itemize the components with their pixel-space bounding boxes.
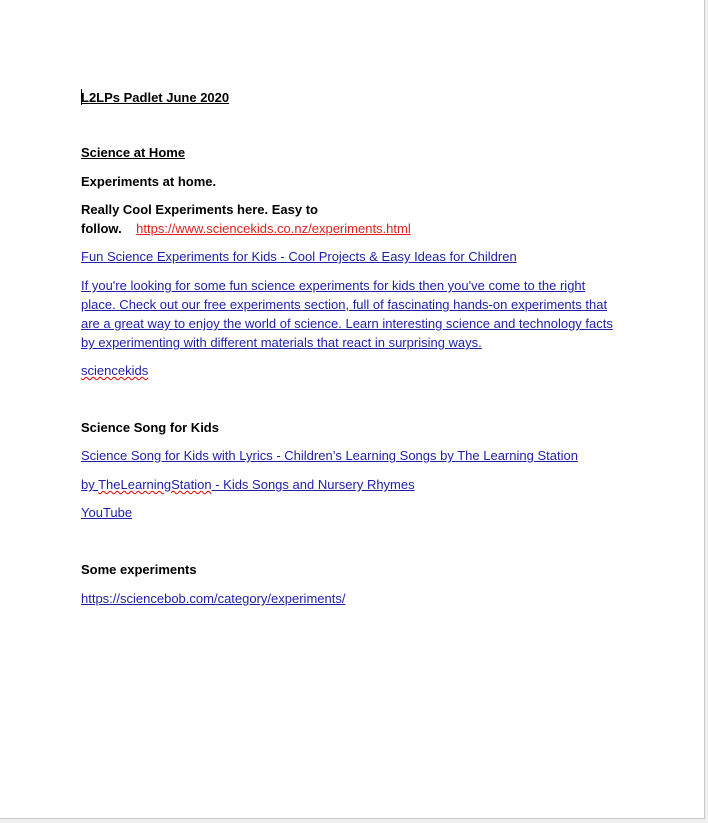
sciencebob-link[interactable]: https://sciencebob.com/category/experiments/ [81,591,346,606]
section-heading-science-song: Science Song for Kids [81,420,219,435]
byline-line[interactable] [81,475,415,494]
experiments-at-home-text: Experiments at home. [81,174,217,189]
byline-channel: TheLearningStation [98,477,212,492]
sciencekids-source-link[interactable]: sciencekids [81,363,149,378]
byline-suffix: - Kids Songs and Nursery Rhymes [211,477,415,492]
follow-text: follow. [81,221,122,236]
sciencekids-url-link[interactable]: https://www.sciencekids.co.nz/experiments.html [136,221,411,236]
sciencekids-description-link[interactable]: If you're looking for some fun science experiments for kids then you've come to the right place. Check out our free experiments section, full of fascinating hands-on experiments that are a great way to enjoy the world of science. Learn interesting science and technology facts by experimenting with different materials that react in surprising ways. [81,278,613,350]
youtube-link[interactable]: YouTube [81,505,133,520]
section-heading-some-experiments: Some experiments [81,562,197,577]
section-heading-science-at-home: Science at Home [81,145,186,160]
sciencekids-title-link[interactable]: Fun Science Experiments for Kids - Cool Projects & Easy Ideas for Children [81,249,517,264]
science-song-title-link[interactable]: Science Song for Kids with Lyrics - Children’s Learning Songs by The Learning Station [81,448,578,463]
follow-line [81,219,411,238]
document-title: L2LPs Padlet June 2020 [81,90,230,105]
byline-prefix: by [81,477,99,492]
cool-experiments-text: Really Cool Experiments here. Easy to [81,202,318,217]
